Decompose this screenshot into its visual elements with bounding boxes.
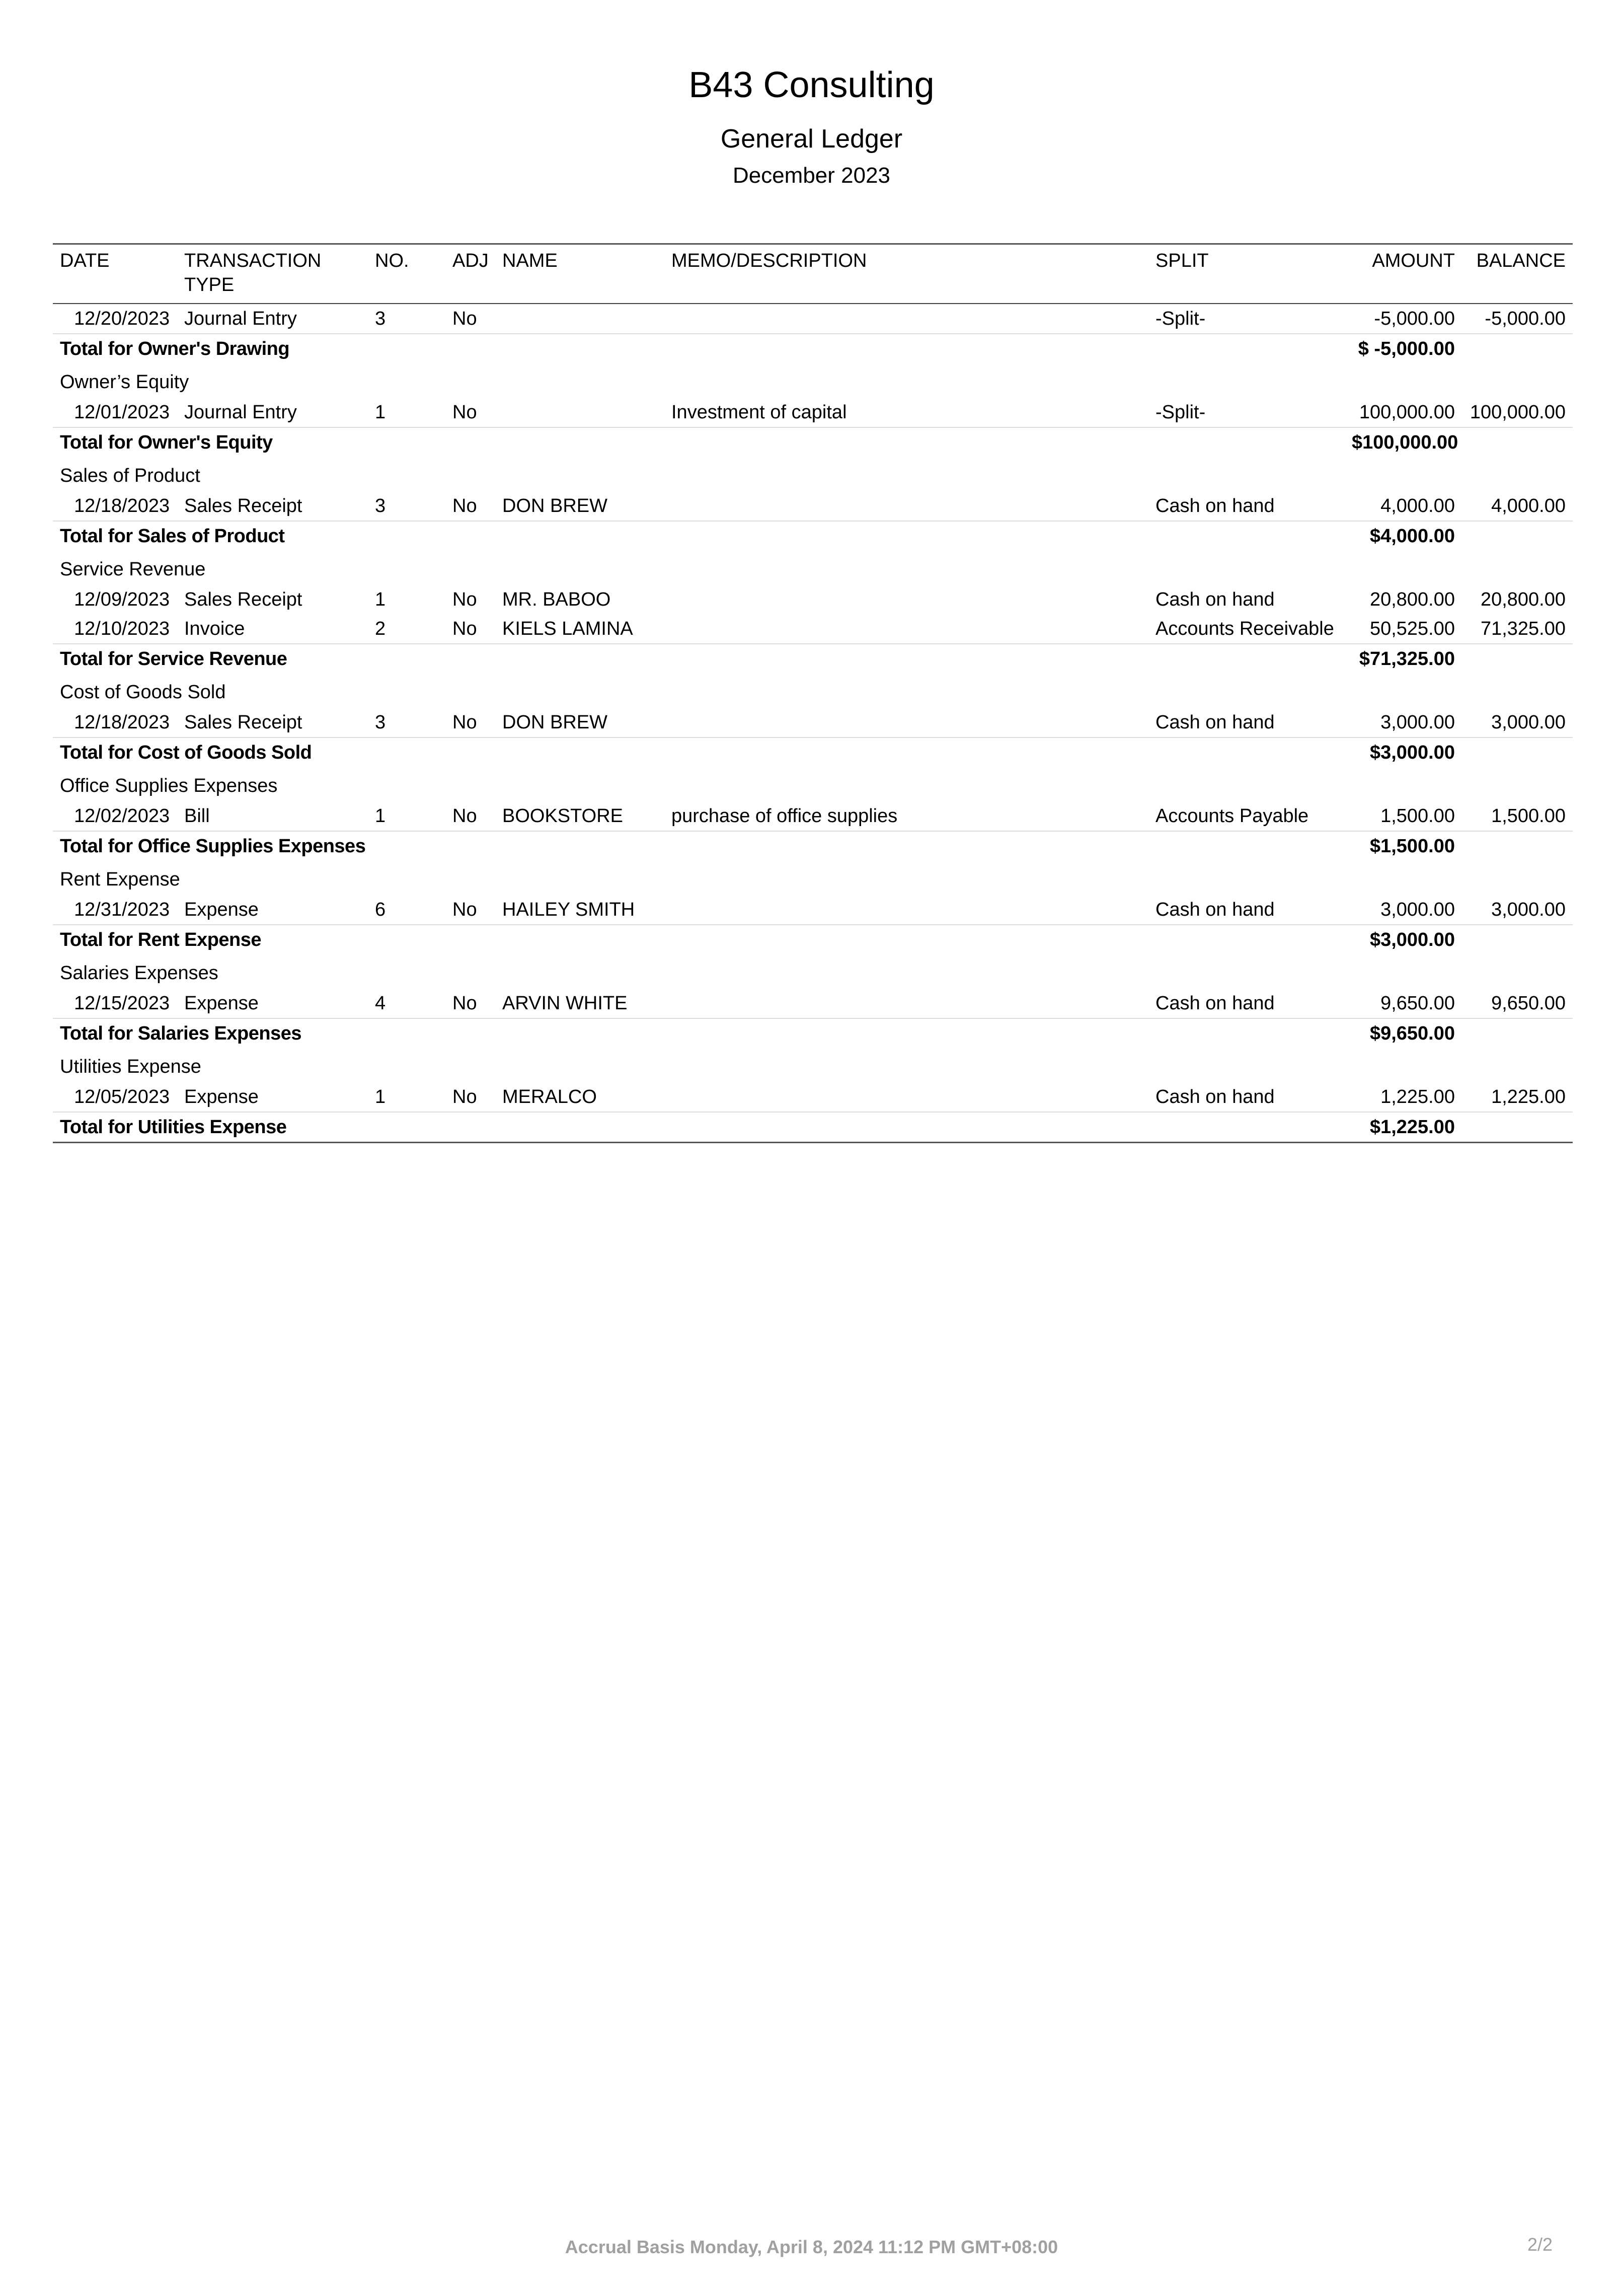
cell-adj: No: [452, 495, 477, 516]
total-balance-blank: [1462, 737, 1573, 767]
cell-adj: No: [452, 993, 477, 1014]
table-header: [53, 244, 1573, 304]
cell-split: Cash on hand: [1155, 589, 1275, 610]
transaction-row[interactable]: [53, 989, 1573, 1018]
account-total-row: [53, 925, 1573, 954]
cell-amount: 50,525.00: [1369, 618, 1455, 639]
cell-amount: 3,000.00: [1380, 899, 1455, 920]
total-label: Total for Sales of Product: [53, 521, 1345, 551]
cell-amount: 20,800.00: [1369, 589, 1455, 610]
total-label: Total for Salaries Expenses: [53, 1018, 1345, 1048]
cell-no: 1: [375, 1086, 386, 1107]
account-total-row: [53, 334, 1573, 363]
cell-amount: 4,000.00: [1380, 495, 1455, 516]
column-header-name[interactable]: NAME: [495, 244, 664, 304]
cell-balance: -5,000.00: [1485, 308, 1566, 329]
account-name: Service Revenue: [60, 559, 206, 580]
cell-amount: 1,225.00: [1380, 1086, 1455, 1107]
transaction-row[interactable]: [53, 491, 1573, 521]
column-header-amount[interactable]: AMOUNT: [1345, 244, 1462, 304]
cell-memo: [664, 989, 1148, 1018]
column-header-date[interactable]: DATE: [53, 244, 177, 304]
total-amount: $4,000.00: [1345, 521, 1462, 551]
general-ledger-table: [53, 243, 1573, 1143]
total-amount: $9,650.00: [1345, 1018, 1462, 1048]
account-header-row: [53, 363, 1573, 398]
page-number: 2/2: [1527, 2234, 1553, 2255]
total-label: Total for Owner's Equity: [53, 427, 1345, 457]
cell-adj: No: [452, 589, 477, 610]
report-period: December 2023: [732, 163, 891, 188]
cell-transaction-type: Journal Entry: [184, 402, 297, 423]
cell-memo: purchase of office supplies: [671, 805, 898, 827]
cell-balance: 3,000.00: [1491, 712, 1566, 733]
total-balance-blank: [1462, 644, 1573, 674]
cell-split: Cash on hand: [1155, 712, 1275, 733]
cell-no: 3: [375, 712, 386, 733]
cell-date: 12/15/2023: [74, 993, 170, 1014]
cell-name: MR. BABOO: [502, 589, 611, 610]
transaction-row[interactable]: [53, 708, 1573, 737]
cell-transaction-type: Journal Entry: [184, 308, 297, 329]
total-balance-blank: [1462, 521, 1573, 551]
cell-memo: Investment of capital: [671, 402, 847, 423]
account-name: Sales of Product: [60, 465, 200, 486]
transaction-row[interactable]: [53, 801, 1573, 831]
account-total-row: [53, 427, 1573, 457]
total-label: Total for Owner's Drawing: [53, 334, 1345, 363]
account-name: Office Supplies Expenses: [60, 775, 278, 796]
ledger-body: [53, 304, 1573, 1143]
transaction-row[interactable]: [53, 398, 1573, 427]
cell-date: 12/09/2023: [74, 589, 170, 610]
cell-no: 4: [375, 993, 386, 1014]
transaction-row[interactable]: [53, 614, 1573, 644]
cell-transaction-type: Sales Receipt: [184, 495, 302, 516]
cell-name: HAILEY SMITH: [502, 899, 635, 920]
cell-split: Cash on hand: [1155, 495, 1275, 516]
account-name: Salaries Expenses: [60, 962, 218, 984]
total-balance-blank: [1462, 925, 1573, 954]
total-label: Total for Utilities Expense: [53, 1112, 1345, 1143]
account-total-row: [53, 521, 1573, 551]
total-balance-blank: [1462, 427, 1573, 457]
cell-date: 12/31/2023: [74, 899, 170, 920]
cell-balance: 20,800.00: [1480, 589, 1566, 610]
account-header-row: [53, 767, 1573, 801]
report-footer: Accrual Basis Monday, April 8, 2024 11:12 PM GMT+08:00: [565, 2237, 1058, 2257]
cell-date: 12/18/2023: [74, 712, 170, 733]
total-balance-blank: [1462, 1018, 1573, 1048]
account-total-row: [53, 644, 1573, 674]
total-amount: $ -5,000.00: [1345, 334, 1462, 363]
total-amount: $1,500.00: [1345, 831, 1462, 861]
account-total-row: [53, 1018, 1573, 1048]
cell-memo: [664, 708, 1148, 737]
total-label: Total for Rent Expense: [53, 925, 1345, 954]
cell-split: Accounts Receivable: [1155, 618, 1334, 639]
cell-balance: 9,650.00: [1491, 993, 1566, 1014]
total-label: Total for Service Revenue: [53, 644, 1345, 674]
account-header-row: [53, 674, 1573, 708]
total-amount: $3,000.00: [1345, 737, 1462, 767]
total-amount: $71,325.00: [1345, 644, 1462, 674]
cell-amount: 3,000.00: [1380, 712, 1455, 733]
cell-balance: 4,000.00: [1491, 495, 1566, 516]
total-balance-blank: [1462, 831, 1573, 861]
cell-adj: No: [452, 712, 477, 733]
cell-transaction-type: Bill: [184, 805, 210, 827]
account-header-row: [53, 861, 1573, 895]
cell-name: [495, 398, 664, 427]
cell-balance: 71,325.00: [1480, 618, 1566, 639]
total-label: Total for Cost of Goods Sold: [53, 737, 1345, 767]
cell-memo: [664, 895, 1148, 925]
cell-balance: 3,000.00: [1491, 899, 1566, 920]
account-total-row: [53, 737, 1573, 767]
account-name: Owner’s Equity: [60, 372, 189, 393]
column-header-adj[interactable]: ADJ: [445, 244, 495, 304]
cell-adj: No: [452, 402, 477, 423]
cell-transaction-type: Sales Receipt: [184, 589, 302, 610]
account-header-row: [53, 1048, 1573, 1082]
company-name: B43 Consulting: [688, 65, 935, 105]
cell-no: 2: [375, 618, 386, 639]
cell-date: 12/05/2023: [74, 1086, 170, 1107]
cell-no: 6: [375, 899, 386, 920]
cell-name: MERALCO: [502, 1086, 597, 1107]
cell-name: BOOKSTORE: [502, 805, 624, 827]
cell-amount: -5,000.00: [1374, 308, 1455, 329]
cell-adj: No: [452, 899, 477, 920]
total-balance-blank: [1462, 334, 1573, 363]
cell-amount: 100,000.00: [1359, 402, 1455, 423]
column-header-memo[interactable]: MEMO/DESCRIPTION: [664, 244, 1148, 304]
column-header-balance[interactable]: BALANCE: [1462, 244, 1573, 304]
cell-memo: [664, 585, 1148, 614]
cell-no: 1: [375, 589, 386, 610]
cell-memo: [664, 304, 1148, 334]
cell-balance: 1,500.00: [1491, 805, 1566, 827]
cell-no: 3: [375, 495, 386, 516]
column-header-transaction-type[interactable]: TRANSACTION TYPE: [177, 244, 368, 304]
total-balance-blank: [1462, 1112, 1573, 1143]
cell-split: -Split-: [1155, 402, 1206, 423]
account-header-row: [53, 954, 1573, 989]
cell-memo: [664, 1082, 1148, 1112]
cell-memo: [664, 491, 1148, 521]
cell-balance: 100,000.00: [1470, 402, 1566, 423]
cell-split: Cash on hand: [1155, 1086, 1275, 1107]
report-title: General Ledger: [720, 124, 903, 154]
cell-balance: 1,225.00: [1491, 1086, 1566, 1107]
column-header-split[interactable]: SPLIT: [1148, 244, 1345, 304]
cell-adj: No: [452, 308, 477, 329]
cell-date: 12/20/2023: [74, 308, 170, 329]
total-amount: $100,000.00: [1345, 427, 1462, 457]
cell-adj: No: [452, 1086, 477, 1107]
account-total-row: [53, 1112, 1573, 1143]
cell-date: 12/18/2023: [74, 495, 170, 516]
cell-adj: No: [452, 618, 477, 639]
cell-memo: [664, 614, 1148, 644]
cell-transaction-type: Expense: [184, 1086, 259, 1107]
cell-split: -Split-: [1155, 308, 1206, 329]
total-label: Total for Office Supplies Expenses: [53, 831, 1345, 861]
account-name: Utilities Expense: [60, 1056, 201, 1077]
account-name: Cost of Goods Sold: [60, 682, 226, 703]
cell-split: Accounts Payable: [1155, 805, 1309, 827]
cell-transaction-type: Expense: [184, 899, 259, 920]
transaction-row[interactable]: [53, 895, 1573, 925]
cell-amount: 1,500.00: [1380, 805, 1455, 827]
cell-no: 1: [375, 402, 386, 423]
cell-date: 12/01/2023: [74, 402, 170, 423]
cell-no: 3: [375, 308, 386, 329]
column-header-no[interactable]: NO.: [368, 244, 445, 304]
total-amount: $3,000.00: [1345, 925, 1462, 954]
cell-name: KIELS LAMINA: [502, 618, 633, 639]
transaction-row[interactable]: [53, 585, 1573, 614]
cell-no: 1: [375, 805, 386, 827]
cell-adj: No: [452, 805, 477, 827]
cell-date: 12/02/2023: [74, 805, 170, 827]
cell-amount: 9,650.00: [1380, 993, 1455, 1014]
account-total-row: [53, 831, 1573, 861]
cell-transaction-type: Expense: [184, 993, 259, 1014]
cell-date: 12/10/2023: [74, 618, 170, 639]
account-name: Rent Expense: [60, 869, 180, 890]
cell-name: [495, 304, 664, 334]
cell-split: Cash on hand: [1155, 993, 1275, 1014]
account-header-row: [53, 551, 1573, 585]
cell-transaction-type: Invoice: [184, 618, 245, 639]
cell-transaction-type: Sales Receipt: [184, 712, 302, 733]
cell-name: ARVIN WHITE: [502, 993, 628, 1014]
cell-name: DON BREW: [502, 712, 607, 733]
transaction-row[interactable]: [53, 304, 1573, 334]
total-amount: $1,225.00: [1345, 1112, 1462, 1143]
cell-name: DON BREW: [502, 495, 607, 516]
account-header-row: [53, 457, 1573, 491]
cell-split: Cash on hand: [1155, 899, 1275, 920]
transaction-row[interactable]: [53, 1082, 1573, 1112]
